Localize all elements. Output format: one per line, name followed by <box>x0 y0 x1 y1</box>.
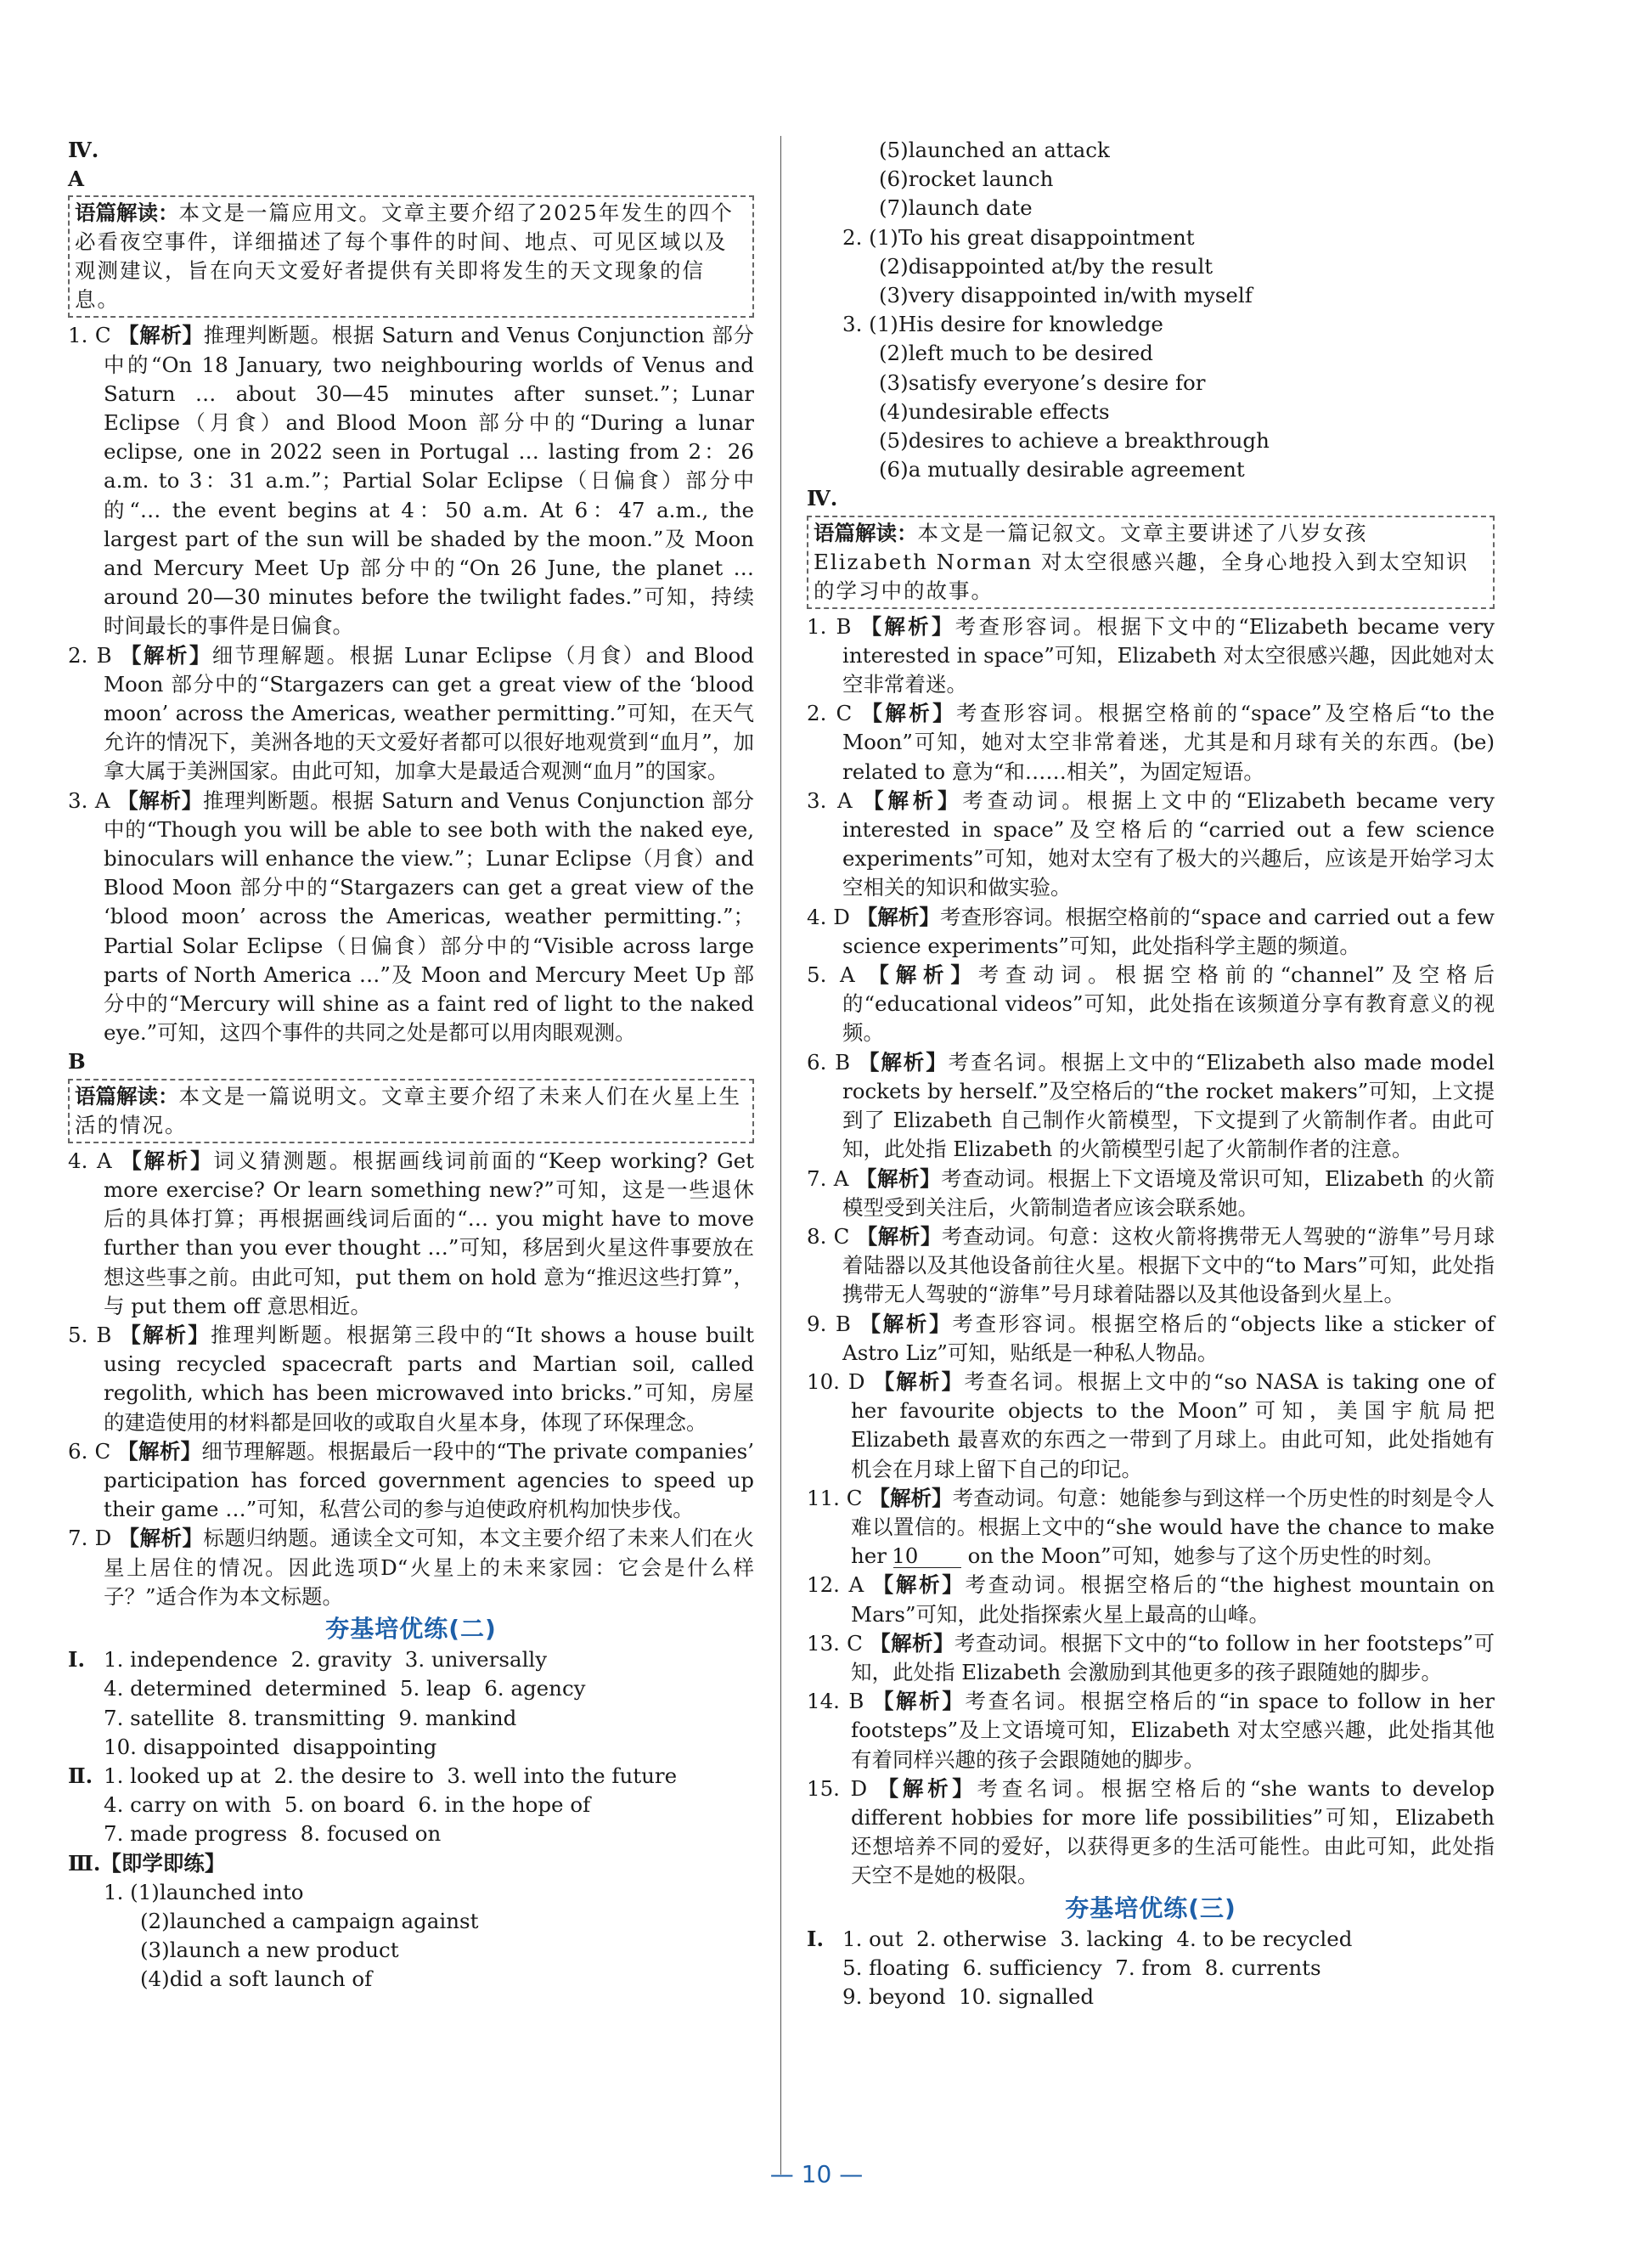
answer-list-b <box>68 1147 754 1611</box>
answer-item: 8. C 【解析】考查动词。句意：这枚火箭将携带无人驾驶的“游隼”号月球着陆器以及其他设备前往火星。根据下文中的“to Mars”可知，此处指携带无人驾驶的“游隼”号月球着陆器以及其他设备到火星上。 <box>807 1223 1495 1307</box>
part-b-label: B <box>68 1049 86 1075</box>
answer-item: 11. C 【解析】考查动词。句意：她能参与到这样一个历史性的时刻是令人难以置信的。根据上文中的“she would have the chance to make her 10 on the Moon”可知，她参与了这个历史性的时刻。 <box>807 1485 1495 1569</box>
exercise-title: 【即学即练】 <box>100 1850 226 1876</box>
answer-item: 1. C 【解析】推理判断题。根据 Saturn and Venus Conjunction 部分中的“On 18 January, two neighbouring worlds of Venus and Saturn … about 30—45 minutes after sunset.”；Lunar Eclipse（月食）and Blood Moon 部分中的“During a lunar eclipse, one in 2022 seen in Portugal … lasting from 2：26 a.m. to 3：31 a.m.”；Partial Solar Eclipse（日偏食）部分中的“… the event begins at 4：50 a.m. At 6：47 a.m., the largest part of the sun will be shaded by the moon.”及 Moon and Mercury Meet Up 部分中的“On 26 June, the planet … around 20—30 minutes before the twilight fades.”可知，持续时间最长的事件是日偏食。 <box>68 323 754 639</box>
answer-item: 14. B 【解析】考查名词。根据空格后的“in space to follow in her footsteps”及上文语境可知，Elizabeth 对太空感兴趣，此处指其他有着同样兴趣的孩子会跟随她的脚步。 <box>807 1689 1495 1772</box>
answer-item: 4. A 【解析】词义猜测题。根据画线词前面的“Keep working? Get more exercise? Or learn something new?”可知，这是一些退休后的具体打算；再根据画线词后面的“… you might have to move further than you ever thought …”可知，移居到火星这件事要放在想这些事之前。由此可知，put them on hold 意为“推迟这些打算”，与 put them off 意思相近。 <box>68 1148 755 1318</box>
answer-item: 2. C 【解析】考查形容词。根据空格前的“space”及空格后“to the Moon”可知，她对太空非常着迷，尤其是和月球有关的东西。(be) related to 意为“和……相关”，为固定短语。 <box>807 701 1495 784</box>
blank-underline: 10 <box>893 1545 961 1568</box>
exercise-subtitle-3: 夯基培优练(三) <box>1065 1893 1236 1922</box>
reading-label: 语篇解读： <box>75 1083 179 1109</box>
exercise-roman: Ⅲ. <box>68 1850 101 1876</box>
exercise-3: Ⅲ.【即学即练】 1. (1)launched into (2)launched a campaign against (3)launch a new product (4)did a soft launch of <box>68 1850 479 1992</box>
answer-item: 9. B 【解析】考查形容词。根据空格后的“objects like a sticker of Astro Liz”可知，贴纸是一种私人物品。 <box>807 1311 1495 1365</box>
answer-item: 7. A 【解析】考查动词。根据上下文语境及常识可知，Elizabeth 的火箭模型受到关注后，火箭制造者应该会联系她。 <box>807 1165 1495 1220</box>
exercise-1-set3: Ⅰ. 1. out 2. otherwise 3. lacking 4. to be recycled 5. floating 6. sufficiency 7. from 8. currents 9. beyond 10. signalled <box>807 1926 1353 2010</box>
part-a-label: A <box>68 166 85 192</box>
reading-summary-a <box>68 195 754 318</box>
reading-text: 本文是一篇记叙文。文章主要讲述了八岁女孩 Elizabeth Norman 对太空很感兴趣，全身心地投入到太空知识的学习中的故事。 <box>814 520 1469 603</box>
answer-item: 13. C 【解析】考查动词。根据下文中的“to follow in her footsteps”可知，此处指 Elizabeth 会激励到其他更多的孩子跟随她的脚步。 <box>807 1630 1495 1684</box>
reading-text: 本文是一篇说明文。文章主要介绍了未来人们在火星上生活的情况。 <box>75 1083 741 1137</box>
answer-item: 3. A 【解析】考查动词。根据上文中的“Elizabeth became very interested in space”及空格后的“carried out a few science experiments”可知，她对太空有了极大的兴趣后，应该是开始学习太空相关的知识和做实验。 <box>807 787 1495 900</box>
reading-summary <box>807 516 1495 609</box>
answer-item: 12. A 【解析】考查动词。根据空格后的“the highest mountain on Mars”可知，此处指探索火星上最高的山峰。 <box>807 1572 1495 1627</box>
answer-item: 6. C 【解析】细节理解题。根据最后一段中的“The private companies’ participation has forced government agencies to speed up their game …”可知，私营公司的参与迫使政府机构加快步伐。 <box>68 1438 754 1522</box>
exercise-2: Ⅱ. 1. looked up at 2. the desire to 3. well into the future 4. carry on with 5. on board 6. in the hope of 7. made progress 8. focused on <box>68 1763 678 1847</box>
reading-summary-b <box>68 1079 754 1143</box>
exercise-roman: Ⅰ. <box>807 1926 824 1951</box>
answer-item: 6. B 【解析】考查名词。根据上文中的“Elizabeth also made model rockets by herself.”及空格后的“the rocket makers”可知，上文提到了 Elizabeth 自己制作火箭模型，下文提到了火箭制作者。由此可知，此处指 Elizabeth 的火箭模型引起了火箭制作者的注意。 <box>807 1049 1495 1162</box>
answer-item: 5. B 【解析】推理判断题。根据第三段中的“It shows a house built using recycled spacecraft parts and Martian soil, called regolith, which has been microwaved into bricks.”可知，房屋的建造使用的材料都是回收的或取自火星本身，体现了环保理念。 <box>68 1322 755 1435</box>
answer-item: 7. D 【解析】标题归纳题。通读全文可知，本文主要介绍了未来人们在火星上居住的情况。因此选项D“火星上的未来家园：它会是什么样子？”适合作为本文标题。 <box>68 1526 755 1609</box>
answer-list <box>807 612 1495 1891</box>
answer-item: 2. B 【解析】细节理解题。根据 Lunar Eclipse（月食）and Blood Moon 部分中的“Stargazers can get a great view of the ‘blood moon’ across the Americas, weather permitting.”可知，在天气允许的情况下，美洲各地的天文爱好者都可以很好地观赏到“血月”，加拿大属于美洲国家。由此可知，加拿大是最适合观测“血月”的国家。 <box>68 642 754 784</box>
page-number: — 10 — <box>769 2160 864 2188</box>
answer-list-a <box>68 321 754 1047</box>
left-column <box>68 136 754 1994</box>
reading-text: 本文是一篇应用文。文章主要介绍了2025年发生的四个必看夜空事件，详细描述了每个事件的时间、地点、可见区域以及观测建议，旨在向天文爱好者提供有关即将发生的天文现象的信息。 <box>75 200 734 313</box>
exercise-subtitle-2: 夯基培优练(二) <box>325 1614 497 1643</box>
section-iv-heading: Ⅳ. <box>807 486 838 511</box>
column-divider <box>780 136 781 2175</box>
reading-label: 语篇解读： <box>814 520 918 545</box>
answer-item: 5. A 【解析】考查动词。根据空格前的“channel”及空格后的“educational videos”可知，此处指在该频道分享有教育意义的视频。 <box>807 962 1495 1046</box>
reading-label: 语篇解读： <box>75 200 179 226</box>
exercise-roman: Ⅱ. <box>68 1763 93 1788</box>
exercise-1: Ⅰ. 1. independence 2. gravity 3. universally 4. determined determined 5. leap 6. agency 7. satellite 8. transmitting 9. mankind 10. disappointed disappointing <box>68 1647 586 1759</box>
answer-item: 3. A 【解析】推理判断题。根据 Saturn and Venus Conjunction 部分中的“Though you will be able to see both with the naked eye, binoculars will enhance the view.”；Lunar Eclipse（月食）and Blood Moon 部分中的“Stargazers can get a great view of the ‘blood moon’ across the Americas, weather permitting.”；Partial Solar Eclipse（日偏食）部分中的“Visible across large parts of North America …”及 Moon and Mercury Meet Up 部分中的“Mercury will shine as a faint red of light to the naked eye.”可知，这四个事件的共同之处是都可以用肉眼观测。 <box>68 787 755 1046</box>
right-column: (5)launched an attack (6)rocket launch (7)launch date 2. (1)To his great disappointment (2)disappointed at/by the result (3)very disappointed in/with myself 3. (1)His desire for knowledge (2)left much to be desired (3)satisfy everyone’s desire for (4)undesirable effects (5)desires to achieve a breakthrough (6)a mutually desirable agreement Ⅳ. 语篇解读：本文是一篇记叙文。文章主要讲述了八岁女孩 Elizabeth Norman 对太空很感兴趣，全身心地投入到太空知识的学习中的故事。 1. B 【解析】考查形容词。根据下文中的“Elizabeth became very interested in space”可知，Elizabeth 对太空很感兴趣，因此她对太空非常着迷。 2. C 【解析】考查形容词。根据空格前的“space”及空格后“to the Moon”可知，她对太空非常着迷，尤其是和月球有关的东西。(be) related to 意为“和……相关”，为固定短语。 3. A 【解析】考查动词。根据上文中的“Elizabeth became very interested in space”及空格后的“carried out a few science experiments”可知，她对太空有了极大的兴趣后，应该是开始学习太空相关的知识和做实验。 4. D 【解析】考查形容词。根据空格前的“space and carried out a few science experiments”可知，此处指科学主题的频道。 5. A 【解析】考查动词。根据空格前的“channel”及空格后的“educational videos”可知，此处指在该频道分享有教育意义的视频。 6. B 【解析】考查名词。根据上文中的“Elizabeth also made model rockets by herself.”及空格后的“the rocket makers”可知，上文提到了 Elizabeth 自己制作火箭模型，下文提到了火箭制作者。由此可知，此处指 Elizabeth 的火箭模型引起了火箭制作者的注意。 7. A 【解析】考查动词。根据上下文语境及常识可知，Elizabeth 的火箭模型受到关注后，火箭制造者应该会联系她。 8. C 【解析】考查动词。句意：这枚火箭将携带无人驾驶的“游隼”号月球着陆器以及其他设备前往火星。根据下文中的“to Mars”可知，此处指携带无人驾驶的“游隼”号月球着陆器以及其他设备到火星上。 9. B 【解析】考查形容词。根据空格后的“objects like a sticker of Astro Liz”可知，贴纸是一种私人物品。 10. D 【解析】考查名词。根据上文中的“so NASA is taking one of her favourite objects to the Moon”可知，美国宇航局把 Elizabeth 最喜欢的东西之一带到了月球上。由此可知，此处指她有机会在月球上留下自己的印记。 11. C 【解析】考查动词。句意：她能参与到这样一个历史性的时刻是令人难以置信的。根据上文中的“she would have the chance to make her 10 on the Moon”可知，她参与了这个历史性的时刻。 12. A 【解析】考查动词。根据空格后的“the highest mountain on Mars”可知，此处指探索火星上最高的山峰。 13. C 【解析】考查动词。根据下文中的“to follow in her footsteps”可知，此处指 Elizabeth 会激励到其他更多的孩子跟随她的脚步。 14. B 【解析】考查名词。根据空格后的“in space to follow in her footsteps”及上文语境可知，Elizabeth 对太空感兴趣，此处指其他有着同样兴趣的孩子会跟随她的脚步。 15. D 【解析】考查名词。根据空格后的“she wants to develop different hobbies for more life possibilities”可知，Elizabeth 还想培养不同的爱好，以获得更多的生活可能性。由此可知，此处指天空不是她的极限。 夯基培优练(三) Ⅰ. 1. out 2. otherwise 3. lacking 4. to be recycled 5. floating 6. sufficiency 7. from 8. currents 9. beyond 10. signalled <box>807 136 1495 2011</box>
exercise-roman: Ⅰ. <box>68 1647 85 1673</box>
answer-item: 1. B 【解析】考查形容词。根据下文中的“Elizabeth became very interested in space”可知，Elizabeth 对太空很感兴趣，因此她对太空非常着迷。 <box>807 613 1495 697</box>
answer-item: 15. D 【解析】考查名词。根据空格后的“she wants to develop different hobbies for more life possibilities”可知，Elizabeth 还想培养不同的爱好，以获得更多的生活可能性。由此可知，此处指天空不是她的极限。 <box>807 1775 1495 1888</box>
answer-item: 10. D 【解析】考查名词。根据上文中的“so NASA is taking one of her favourite objects to the Moon”可知，美国宇航局把 Elizabeth 最喜欢的东西之一带到了月球上。由此可知，此处指她有机会在月球上留下自己的印记。 <box>807 1368 1495 1481</box>
answer-item: 4. D 【解析】考查形容词。根据空格前的“space and carried out a few science experiments”可知，此处指科学主题的频道。 <box>807 904 1495 958</box>
section-iv-heading: Ⅳ. <box>68 138 99 162</box>
